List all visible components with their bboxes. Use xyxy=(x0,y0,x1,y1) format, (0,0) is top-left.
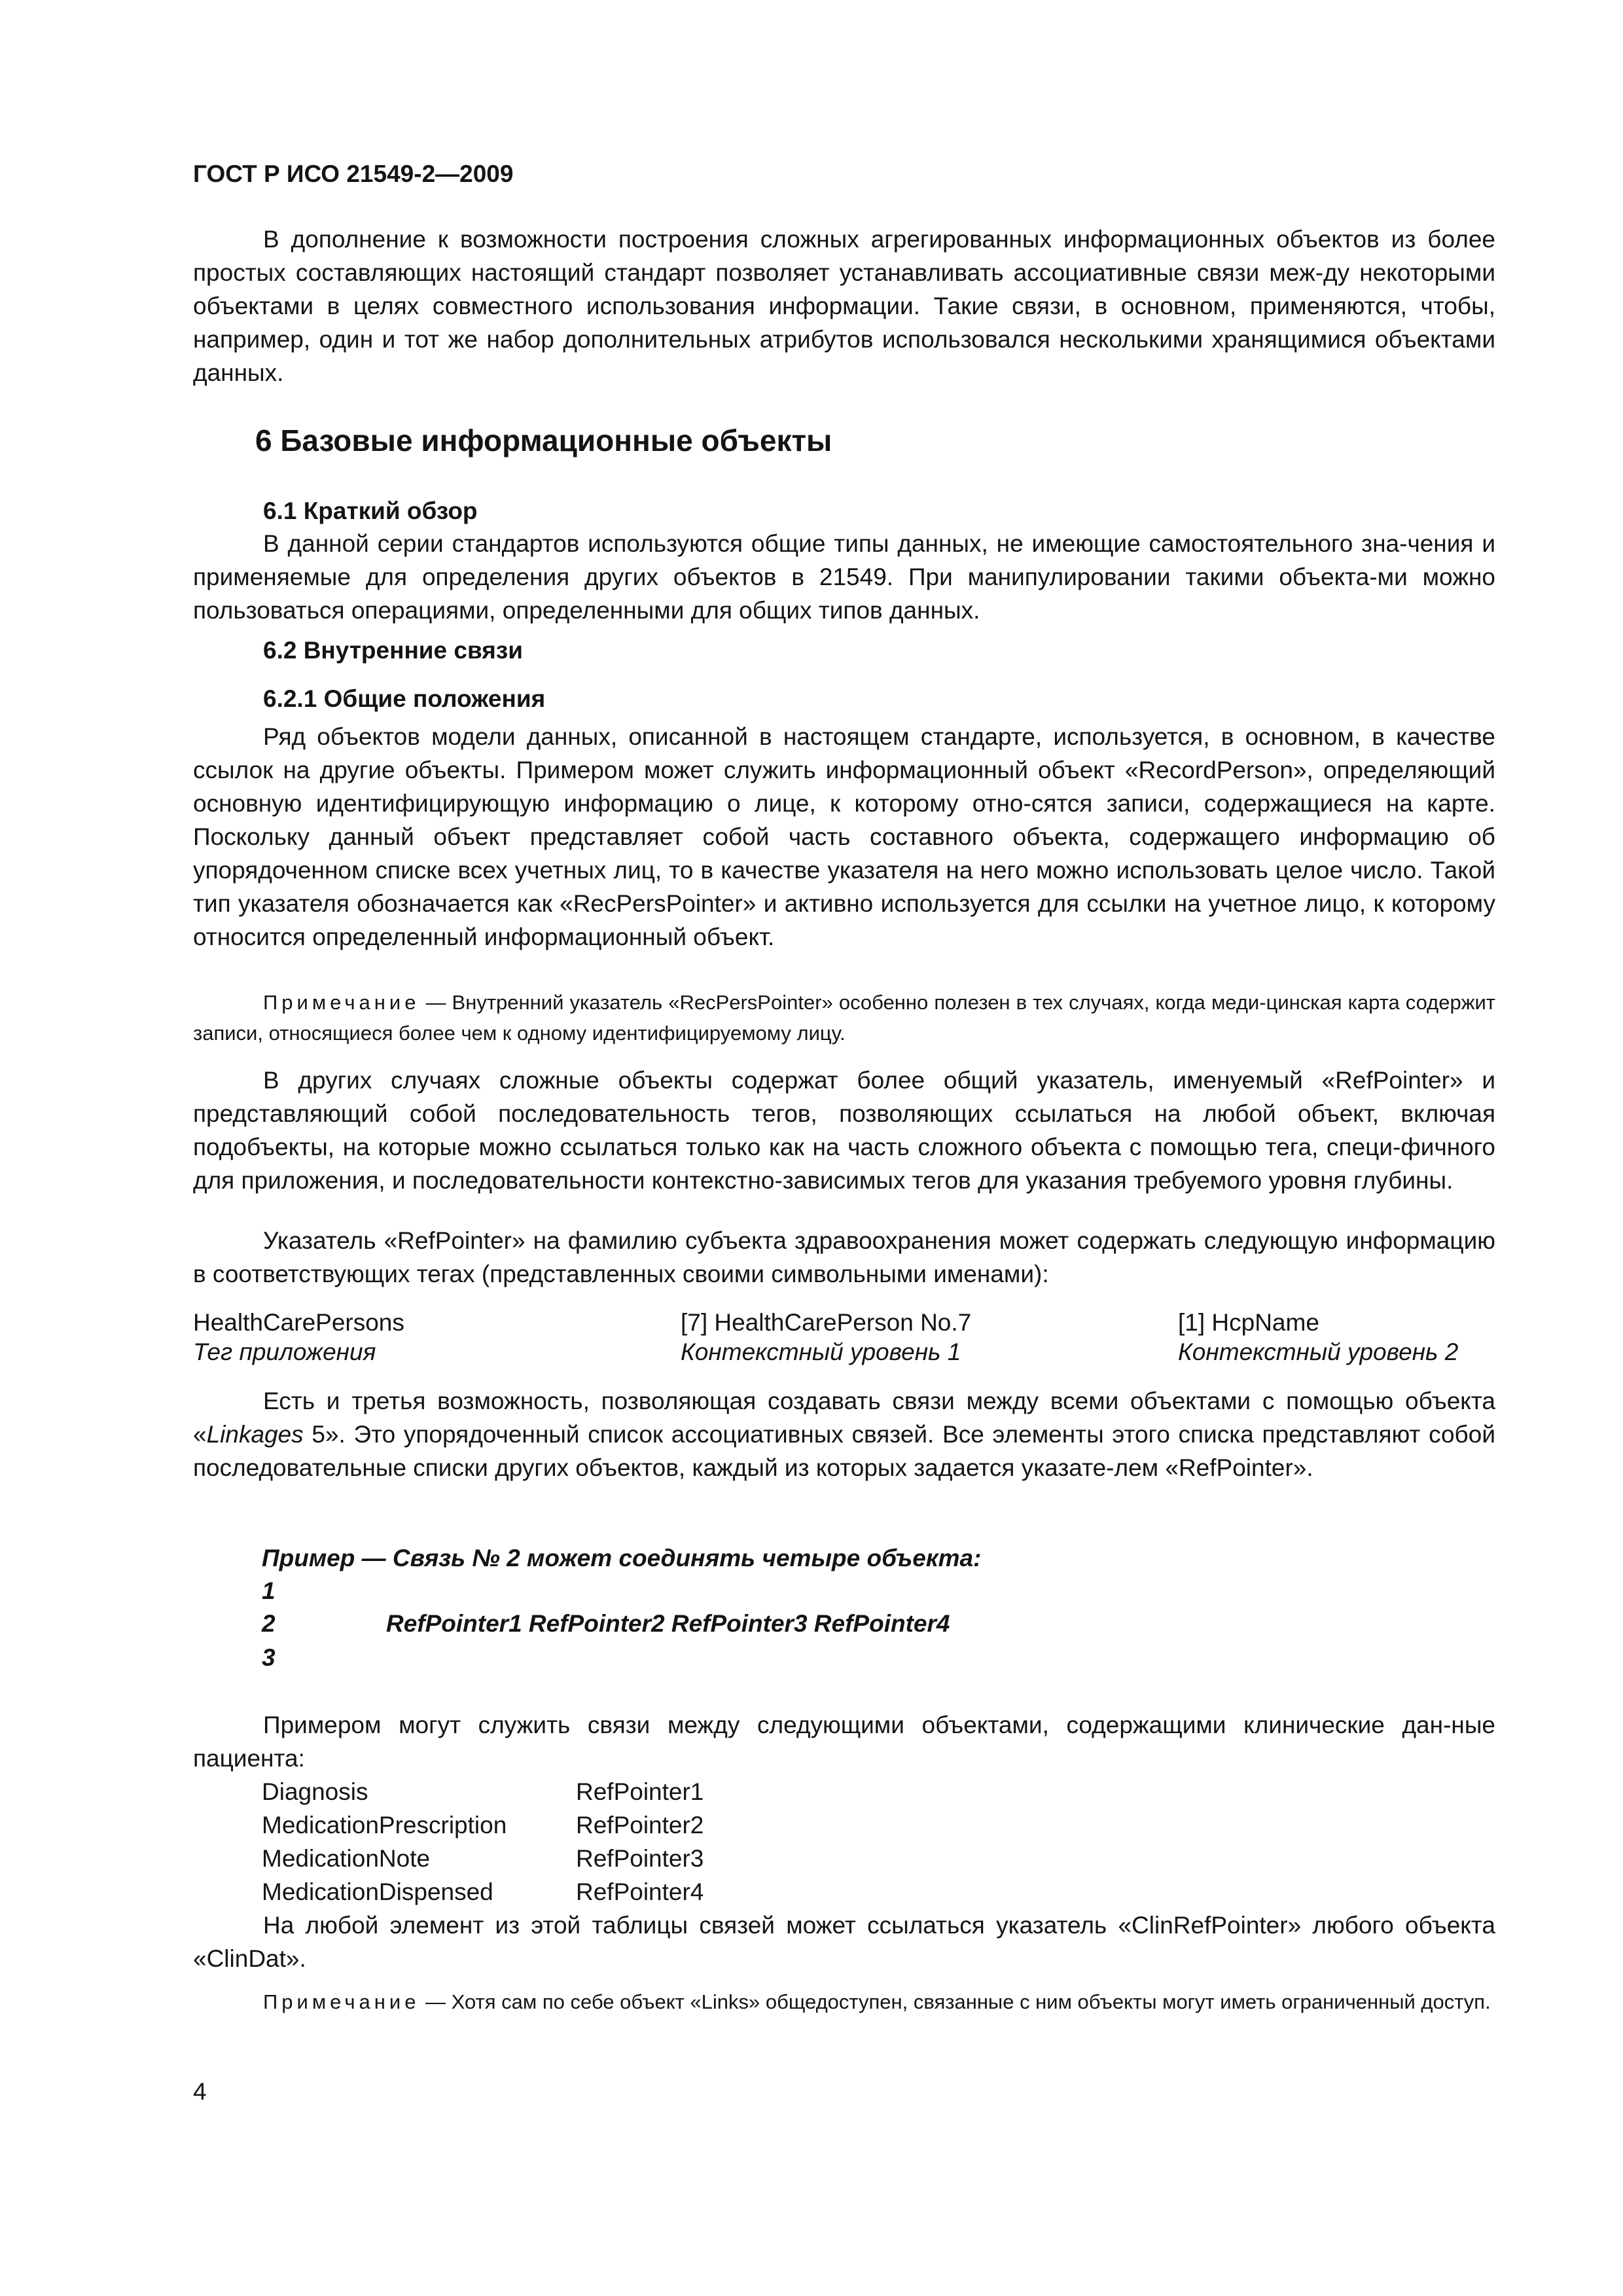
page-number: 4 xyxy=(193,2078,207,2105)
refpointer-paragraph-2: Указатель «RefPointer» на фамилию субъекта здравоохранения может содержать следующую информацию в соответствующих тегах (представленных своими символьными именами): xyxy=(193,1227,1495,1287)
note-1 xyxy=(193,987,1495,1049)
section-6-1-text: В данной серии стандартов используются общие типы данных, не имеющие самостоятельного зна-чения и применяемые для определения других объектов в 21549. При манипулировании такими объекта-ми можно пользоваться операциями, определенными для общих типов данных. xyxy=(193,530,1495,624)
clinical-object: Diagnosis xyxy=(262,1778,368,1805)
example-row-text: RefPointer1 RefPointer2 RefPointer3 RefPointer4 xyxy=(386,1610,950,1637)
section-6-2-1-paragraph: Ряд объектов модели данных, описанной в настоящем стандарте, используется, в основном, в качестве ссылок на другие объекты. Примером может служить информационный объект «RecordPerson», определяющий основную идентифицирующую информацию о лице, к которому отно-сятся записи, содержащиеся на карте. Поскольку данный объект представляет собой часть составного объекта, содержащего информацию об упорядоченном списке всех учетных лиц, то в качестве указателя на него можно использовать целое число. Такой тип указателя обозначается как «RecPersPointer» и активно используется для ссылки на учетное лицо, к которому относится определенный информационный объект. xyxy=(193,723,1495,950)
section-6-1-title: 6.1 Краткий обзор xyxy=(263,497,478,524)
tag-value: HealthCarePersons xyxy=(193,1309,404,1336)
linkages-text-start: Есть и третья возможность, позволяющая создавать связи между всеми объектами с помощью объекта « xyxy=(193,1388,1495,1448)
linkages-paragraph xyxy=(193,1384,1495,1484)
example-row-number: 3 xyxy=(262,1644,276,1671)
tag-caption: Контекстный уровень 2 xyxy=(1178,1338,1459,1365)
section-6-2-title: 6.2 Внутренние связи xyxy=(263,637,523,664)
clinical-object: MedicationNote xyxy=(262,1845,431,1872)
example-row-number: 1 xyxy=(262,1577,276,1604)
tag-value: [7] HealthCarePerson No.7 xyxy=(681,1309,972,1336)
example-row-number: 2 xyxy=(262,1610,276,1637)
intro-paragraph: В дополнение к возможности построения сложных агрегированных информационных объектов из более простых составляющих настоящий стандарт позволяет устанавливать ассоциативные связи меж-ду некоторыми объектами в целях совместного использования информации. Такие связи, в основном, применяются, чтобы, например, один и тот же набор дополнительных атрибутов использовался несколькими хранящимися объектами данных. xyxy=(193,226,1495,386)
refpointer-paragraph-1: В других случаях сложные объекты содержат более общий указатель, именуемый «RefPointer» и представляющий собой последовательность тегов, позволяющих ссылаться на любой объект, включая подобъекты, на которые можно ссылаться только как на часть сложного объекта с помощью тега, специ-фичного для приложения, и последовательности контекстно-зависимых тегов для указания требуемого уровня глубины. xyxy=(193,1067,1495,1194)
tag-caption: Тег приложения xyxy=(193,1338,376,1365)
note-1-label: Примечание xyxy=(263,991,420,1014)
note-2-label: Примечание xyxy=(263,1990,420,2013)
clinref-paragraph: На любой элемент из этой таблицы связей может ссылаться указатель «ClinRefPointer» любого объекта «ClinDat». xyxy=(193,1912,1495,1972)
document-header: ГОСТ Р ИСО 21549-2—2009 xyxy=(193,160,514,187)
clinical-object: MedicationDispensed xyxy=(262,1878,493,1905)
clinical-object: MedicationPrescription xyxy=(262,1812,507,1839)
clinical-paragraph: Примером могут служить связи между следующими объектами, содержащими клинические дан-ные пациента: xyxy=(193,1712,1495,1772)
note-2-text: — Хотя сам по себе объект «Links» общедоступен, связанные с ним объекты могут иметь ограниченный доступ. xyxy=(419,1990,1491,2013)
example-title: Пример — Связь № 2 может соединять четыре объекта: xyxy=(262,1545,982,1571)
section-6-2-1-title: 6.2.1 Общие положения xyxy=(263,685,546,712)
linkages-text-end: 5». Это упорядоченный список ассоциативных связей. Все элементы этого списка представляют собой последовательные списки других объектов, каждый из которых задается указате-лем «RefPointer». xyxy=(193,1421,1495,1481)
section-6-title: 6 Базовые информационные объекты xyxy=(255,423,832,457)
note-2 xyxy=(193,1986,1495,2017)
tag-caption: Контекстный уровень 1 xyxy=(681,1338,961,1365)
clinical-pointer: RefPointer3 xyxy=(576,1845,704,1872)
note-1-text: — Внутренний указатель «RecPersPointer» особенно полезен в тех случаях, когда меди-цинская карта содержит записи, относящиеся более чем к одному идентифицируемому лицу. xyxy=(193,991,1495,1045)
linkages-term: Linkages xyxy=(206,1421,304,1448)
tag-value: [1] HcpName xyxy=(1178,1309,1319,1336)
clinical-pointer: RefPointer2 xyxy=(576,1812,704,1839)
clinical-pointer: RefPointer4 xyxy=(576,1878,704,1905)
clinical-pointer: RefPointer1 xyxy=(576,1778,704,1805)
